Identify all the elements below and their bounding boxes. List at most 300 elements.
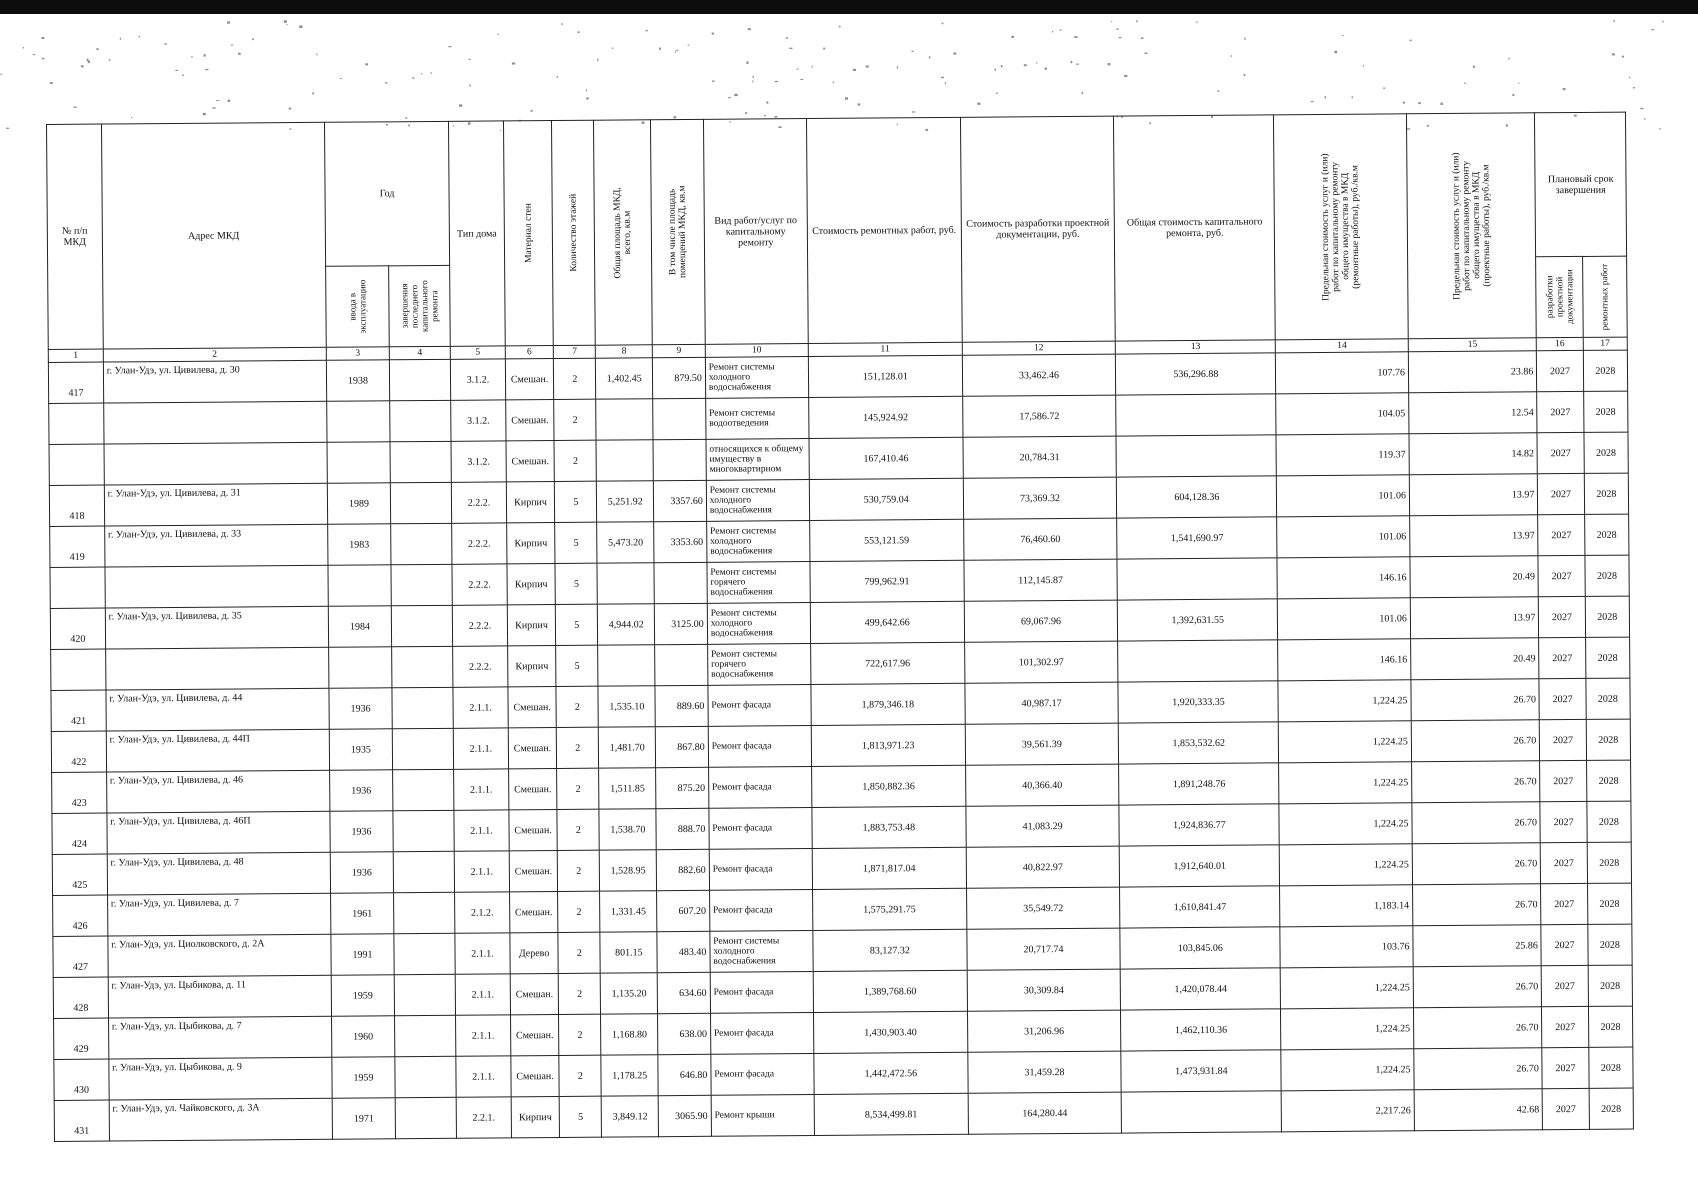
- address-cell: г. Улан-Удэ, ул. Цивилева, д. 31: [104, 483, 327, 526]
- total-area-cell: 801.15: [600, 932, 657, 973]
- house-type-cell: 2.1.1.: [454, 851, 509, 892]
- limit-design-cell: 25.86: [1413, 925, 1542, 967]
- repair-cost-cell: 83,127.32: [813, 929, 967, 971]
- address-cell: [105, 647, 328, 690]
- wall-material-cell: Смешан.: [509, 851, 558, 892]
- year-commission-cell: [327, 442, 390, 483]
- total-area-cell: 1,331.45: [600, 891, 657, 932]
- term-repair-cell: 2028: [1583, 350, 1628, 391]
- col-year-last-repair-header: завершения последнего капитального ремонта: [389, 265, 451, 346]
- floors-cell: 2: [554, 358, 596, 399]
- limit-repair-cell: 1,224.25: [1279, 803, 1412, 845]
- floors-cell: 5: [555, 563, 597, 604]
- term-repair-cell: 2028: [1588, 924, 1633, 965]
- repair-cost-cell: 8,534,499.81: [814, 1093, 968, 1135]
- wall-material-cell: Кирпич: [506, 482, 555, 523]
- floors-cell: 2: [558, 891, 600, 932]
- year-commission-cell: 1971: [332, 1098, 395, 1139]
- year-last-repair-cell: [394, 974, 455, 1015]
- floors-cell: 5: [555, 481, 597, 522]
- repair-cost-cell: 553,121.59: [810, 519, 964, 561]
- total-area-cell: 1,168.80: [601, 1014, 658, 1055]
- work-type-cell: Ремонт фасада: [710, 972, 813, 1014]
- repair-cost-cell: 799,962.91: [810, 560, 964, 602]
- wall-material-cell: Смешан.: [505, 359, 554, 400]
- row-number: [49, 403, 104, 444]
- column-number: 5: [450, 346, 505, 359]
- rooms-area-cell: 638.00: [658, 1013, 711, 1054]
- row-number: 427: [53, 936, 108, 977]
- row-number: 430: [54, 1059, 109, 1100]
- house-type-cell: 2.1.1.: [456, 1056, 511, 1097]
- term-design-cell: 2027: [1539, 678, 1586, 719]
- work-type-cell: Ремонт системы горячего водоснабжения: [707, 562, 810, 604]
- total-area-cell: 1,178.25: [601, 1055, 658, 1096]
- repair-cost-cell: 1,883,753.48: [812, 806, 966, 848]
- floors-cell: 2: [559, 1055, 601, 1096]
- term-design-cell: 2027: [1542, 1047, 1589, 1088]
- total-cost-cell: 1,473,931.84: [1121, 1050, 1281, 1092]
- rooms-area-cell: 607.20: [657, 890, 710, 931]
- limit-design-cell: 42.68: [1414, 1089, 1543, 1131]
- house-type-cell: 2.2.2.: [451, 482, 506, 523]
- limit-design-cell: 26.70: [1414, 1048, 1543, 1090]
- rooms-area-cell: [655, 644, 708, 685]
- design-cost-cell: 73,369.32: [963, 477, 1117, 519]
- work-type-cell: Ремонт системы горячего водоснабжения: [707, 644, 810, 686]
- limit-repair-cell: 101.06: [1277, 475, 1410, 517]
- house-type-cell: 3.1.2.: [451, 400, 506, 441]
- term-design-cell: 2027: [1541, 842, 1588, 883]
- limit-design-cell: 26.70: [1413, 966, 1542, 1008]
- year-last-repair-cell: [395, 1056, 456, 1097]
- design-cost-cell: 112,145.87: [964, 559, 1118, 601]
- row-number: 417: [48, 362, 103, 403]
- limit-repair-cell: 1,224.25: [1279, 762, 1412, 804]
- limit-design-cell: 26.70: [1411, 679, 1540, 721]
- rooms-area-cell: [653, 439, 706, 480]
- row-number: 421: [51, 690, 106, 731]
- row-number: 428: [53, 977, 108, 1018]
- floors-cell: 2: [557, 809, 599, 850]
- term-repair-cell: 2028: [1585, 555, 1630, 596]
- total-cost-cell: 1,924,836.77: [1119, 804, 1279, 846]
- term-repair-cell: 2028: [1588, 965, 1633, 1006]
- work-type-cell: Ремонт фасада: [710, 1012, 813, 1054]
- address-cell: г. Улан-Удэ, ул. Цивилева, д. 46: [106, 770, 329, 813]
- address-cell: г. Улан-Удэ, ул. Цивилева, д. 30: [103, 360, 326, 403]
- rooms-area-cell: 867.80: [655, 726, 708, 767]
- row-number: 431: [54, 1100, 109, 1141]
- address-cell: г. Улан-Удэ, ул. Цивилева, д. 33: [104, 524, 327, 567]
- limit-design-cell: 23.86: [1408, 351, 1537, 393]
- address-cell: г. Улан-Удэ, ул. Цивилева, д. 44: [106, 688, 329, 731]
- house-type-cell: 2.2.2.: [452, 564, 507, 605]
- row-number: 426: [53, 895, 108, 936]
- year-commission-cell: 1989: [327, 483, 390, 524]
- floors-cell: 2: [557, 850, 599, 891]
- term-design-cell: 2027: [1540, 760, 1587, 801]
- column-number: 3: [326, 347, 389, 360]
- wall-material-cell: Кирпич: [506, 523, 555, 564]
- wall-material-cell: Дерево: [510, 933, 559, 974]
- house-type-cell: 2.2.1.: [456, 1097, 511, 1138]
- repair-cost-cell: 1,575,291.75: [813, 888, 967, 930]
- repair-cost-cell: 1,871,817.04: [812, 847, 966, 889]
- rooms-area-cell: 3353.60: [654, 521, 707, 562]
- term-repair-cell: 2028: [1584, 432, 1629, 473]
- work-type-cell: Ремонт системы холодного водоснабжения: [705, 357, 808, 399]
- row-number: 425: [52, 854, 107, 895]
- limit-repair-cell: 101.06: [1277, 516, 1410, 558]
- address-cell: г. Улан-Удэ, ул. Цивилева, д. 44П: [106, 729, 329, 772]
- design-cost-cell: 76,460.60: [963, 518, 1117, 560]
- rooms-area-cell: 634.60: [657, 972, 710, 1013]
- year-commission-cell: 1959: [331, 975, 394, 1016]
- total-area-cell: 1,481.70: [599, 727, 656, 768]
- row-number: [50, 567, 105, 608]
- address-cell: г. Улан-Удэ, ул. Чайковского, д. 3А: [109, 1098, 332, 1141]
- col-limit-design-header: Предельная стоимость услуг и (или) работ по капитальному ремонту общего имущества в МКД (проектные работы), руб./кв.м: [1406, 113, 1536, 339]
- limit-design-cell: 26.70: [1412, 884, 1541, 926]
- wall-material-cell: Смешан.: [508, 769, 557, 810]
- row-number: [49, 444, 104, 485]
- year-last-repair-cell: [393, 851, 454, 892]
- address-cell: [105, 565, 328, 608]
- column-number: 12: [962, 341, 1116, 355]
- total-cost-cell: [1116, 435, 1276, 477]
- col-floors-header: Количество этажей: [552, 120, 596, 345]
- wall-material-cell: Кирпич: [511, 1096, 560, 1137]
- design-cost-cell: 39,561.39: [965, 723, 1119, 765]
- rooms-area-cell: 646.80: [658, 1054, 711, 1095]
- limit-repair-cell: 119.37: [1276, 434, 1409, 476]
- rooms-area-cell: 879.50: [653, 357, 706, 398]
- column-number: 13: [1116, 340, 1276, 354]
- total-cost-cell: [1118, 640, 1278, 682]
- total-area-cell: [598, 645, 655, 686]
- house-type-cell: 2.2.2.: [452, 605, 507, 646]
- term-design-cell: 2027: [1537, 391, 1584, 432]
- limit-repair-cell: 1,224.25: [1281, 1049, 1414, 1091]
- total-area-cell: 5,473.20: [597, 522, 654, 563]
- column-number: 9: [652, 344, 705, 357]
- address-cell: г. Улан-Удэ, ул. Циолковского, д. 2А: [108, 934, 331, 977]
- design-cost-cell: 69,067.96: [964, 600, 1118, 642]
- year-last-repair-cell: [392, 728, 453, 769]
- limit-repair-cell: 146.16: [1277, 557, 1410, 599]
- total-area-cell: 1,135.20: [601, 973, 658, 1014]
- address-cell: [104, 442, 327, 485]
- column-number: 16: [1537, 337, 1583, 350]
- repair-cost-cell: 145,924.92: [809, 396, 963, 438]
- total-cost-cell: 1,912,640.01: [1120, 845, 1280, 887]
- limit-design-cell: 14.82: [1409, 433, 1538, 475]
- design-cost-cell: 31,206.96: [967, 1010, 1121, 1052]
- capital-repair-table: [46, 112, 1634, 1142]
- address-cell: г. Улан-Удэ, ул. Цивилева, д. 48: [107, 852, 330, 895]
- floors-cell: 2: [559, 1014, 601, 1055]
- term-repair-cell: 2028: [1589, 1088, 1634, 1129]
- total-cost-cell: 1,462,110.36: [1121, 1009, 1281, 1051]
- rooms-area-cell: 888.70: [656, 808, 709, 849]
- house-type-cell: 2.1.1.: [455, 933, 510, 974]
- col-material-header: Материал стен: [503, 121, 553, 346]
- total-area-cell: 1,528.95: [600, 850, 657, 891]
- total-area-cell: 4,944.02: [598, 604, 655, 645]
- row-number: 424: [52, 813, 107, 854]
- term-design-cell: 2027: [1540, 719, 1587, 760]
- rooms-area-cell: 875.20: [656, 767, 709, 808]
- limit-repair-cell: 1,224.25: [1278, 680, 1411, 722]
- address-cell: г. Улан-Удэ, ул. Цивилева, д. 7: [107, 893, 330, 936]
- repair-cost-cell: 151,128.01: [808, 355, 962, 397]
- year-commission-cell: [329, 647, 392, 688]
- scan-top-edge: [0, 0, 1698, 14]
- repair-cost-cell: 1,850,882.36: [812, 765, 966, 807]
- year-commission-cell: 1936: [330, 811, 393, 852]
- limit-design-cell: 26.70: [1411, 720, 1540, 762]
- total-cost-cell: 1,610,841.47: [1120, 886, 1280, 928]
- design-cost-cell: 31,459.28: [967, 1051, 1121, 1093]
- row-number: 419: [50, 526, 105, 567]
- design-cost-cell: 17,586.72: [962, 395, 1116, 437]
- design-cost-cell: 41,083.29: [966, 805, 1120, 847]
- col-term-design-header: разработки проектной документации: [1536, 256, 1583, 337]
- year-last-repair-cell: [392, 687, 453, 728]
- column-number: 2: [103, 347, 326, 362]
- floors-cell: 5: [555, 522, 597, 563]
- total-cost-cell: [1117, 558, 1277, 600]
- row-number: 423: [52, 772, 107, 813]
- work-type-cell: Ремонт фасада: [708, 767, 811, 809]
- term-repair-cell: 2028: [1586, 678, 1631, 719]
- total-area-cell: 1,535.10: [598, 686, 655, 727]
- row-number: [51, 649, 106, 690]
- limit-repair-cell: 1,224.25: [1279, 721, 1412, 763]
- col-work-type-header: Вид работ/услуг по капитальному ремонту: [703, 119, 808, 345]
- year-last-repair-cell: [390, 482, 451, 523]
- rooms-area-cell: 3357.60: [654, 480, 707, 521]
- work-type-cell: относящихся к общему имуществу в многоквартирном: [706, 439, 809, 481]
- rooms-area-cell: 882.60: [656, 849, 709, 890]
- wall-material-cell: Смешан.: [510, 1015, 559, 1056]
- work-type-cell: Ремонт системы холодного водоснабжения: [706, 480, 809, 522]
- col-limit-repair-header: Предельная стоимость услуг и (или) работ по капитальному ремонту общего имущества в МКД (ремонтные работы), руб./кв.м: [1274, 114, 1408, 340]
- wall-material-cell: Кирпич: [507, 646, 556, 687]
- term-design-cell: 2027: [1543, 1088, 1590, 1129]
- column-number: 10: [705, 344, 808, 358]
- floors-cell: 2: [554, 440, 596, 481]
- address-cell: г. Улан-Удэ, ул. Цыбикова, д. 7: [108, 1016, 331, 1059]
- total-area-cell: 3,849.12: [602, 1096, 659, 1137]
- year-last-repair-cell: [395, 1015, 456, 1056]
- row-number: 418: [49, 485, 104, 526]
- wall-material-cell: Смешан.: [511, 1055, 560, 1096]
- design-cost-cell: 30,309.84: [967, 969, 1121, 1011]
- rooms-area-cell: 889.60: [655, 685, 708, 726]
- column-number: 15: [1408, 338, 1537, 352]
- repair-cost-cell: 1,430,903.40: [813, 1011, 967, 1053]
- limit-design-cell: 13.97: [1410, 515, 1539, 557]
- column-number: 11: [808, 342, 962, 356]
- address-cell: г. Улан-Удэ, ул. Цыбикова, д. 9: [109, 1057, 332, 1100]
- year-commission-cell: 1961: [330, 893, 393, 934]
- term-repair-cell: 2028: [1584, 473, 1629, 514]
- work-type-cell: Ремонт фасада: [711, 1053, 814, 1095]
- total-area-cell: 1,538.70: [599, 809, 656, 850]
- col-design-cost-header: Стоимость разработки проектной документации, руб.: [960, 116, 1115, 342]
- year-last-repair-cell: [393, 769, 454, 810]
- year-last-repair-cell: [395, 1097, 456, 1138]
- year-last-repair-cell: [391, 523, 452, 564]
- total-area-cell: 1,511.85: [599, 768, 656, 809]
- limit-repair-cell: 1,224.25: [1281, 1008, 1414, 1050]
- rooms-area-cell: [654, 562, 707, 603]
- col-area-header: Общая площадь МКД, всего, кв.м: [594, 120, 653, 345]
- design-cost-cell: 20,717.74: [967, 928, 1121, 970]
- term-repair-cell: 2028: [1585, 596, 1630, 637]
- term-repair-cell: 2028: [1588, 1006, 1633, 1047]
- house-type-cell: 2.1.1.: [455, 974, 510, 1015]
- design-cost-cell: 40,822.97: [966, 846, 1120, 888]
- total-cost-cell: 1,392,631.55: [1118, 599, 1278, 641]
- wall-material-cell: Кирпич: [507, 564, 556, 605]
- work-type-cell: Ремонт системы водоотведения: [705, 398, 808, 440]
- total-cost-cell: 604,128.36: [1117, 476, 1277, 518]
- rooms-area-cell: 3065.90: [658, 1095, 711, 1136]
- work-type-cell: Ремонт системы холодного водоснабжения: [710, 931, 813, 973]
- limit-design-cell: 26.70: [1412, 843, 1541, 885]
- column-number: 6: [505, 346, 554, 359]
- year-commission-cell: 1935: [329, 729, 392, 770]
- year-commission-cell: [327, 401, 390, 442]
- address-cell: г. Улан-Удэ, ул. Цивилева, д. 46П: [107, 811, 330, 854]
- term-repair-cell: 2028: [1587, 801, 1632, 842]
- repair-cost-cell: 722,617.96: [811, 642, 965, 684]
- limit-design-cell: 26.70: [1412, 802, 1541, 844]
- year-last-repair-cell: [394, 933, 455, 974]
- total-cost-cell: 1,420,078.44: [1121, 968, 1281, 1010]
- term-design-cell: 2027: [1541, 924, 1588, 965]
- term-repair-cell: 2028: [1583, 391, 1628, 432]
- wall-material-cell: Смешан.: [508, 728, 557, 769]
- repair-cost-cell: 1,442,472.56: [814, 1052, 968, 1094]
- limit-repair-cell: 1,183.14: [1280, 885, 1413, 927]
- term-repair-cell: 2028: [1589, 1047, 1634, 1088]
- address-cell: г. Улан-Удэ, ул. Цивилева, д. 35: [105, 606, 328, 649]
- year-last-repair-cell: [391, 564, 452, 605]
- floors-cell: 2: [556, 686, 598, 727]
- house-type-cell: 3.1.2.: [451, 441, 506, 482]
- total-cost-cell: 536,296.88: [1116, 353, 1276, 395]
- term-repair-cell: 2028: [1586, 760, 1631, 801]
- total-cost-cell: [1116, 394, 1276, 436]
- design-cost-cell: 40,366.40: [965, 764, 1119, 806]
- total-cost-cell: 1,853,532.62: [1119, 722, 1279, 764]
- term-design-cell: 2027: [1539, 637, 1586, 678]
- total-area-cell: [596, 440, 653, 481]
- year-commission-cell: 1936: [329, 688, 392, 729]
- floors-cell: 5: [559, 1096, 601, 1137]
- column-number: 8: [596, 345, 653, 358]
- address-cell: г. Улан-Удэ, ул. Цыбикова, д. 11: [108, 975, 331, 1018]
- wall-material-cell: Смешан.: [510, 974, 559, 1015]
- house-type-cell: 2.2.2.: [452, 523, 507, 564]
- document-sheet: [46, 112, 1634, 1164]
- year-commission-cell: [328, 565, 391, 606]
- limit-design-cell: 20.49: [1411, 638, 1540, 680]
- limit-repair-cell: 1,224.25: [1281, 967, 1414, 1009]
- wall-material-cell: Смешан.: [508, 687, 557, 728]
- repair-cost-cell: 1,879,346.18: [811, 683, 965, 725]
- work-type-cell: Ремонт фасада: [709, 890, 812, 932]
- work-type-cell: Ремонт фасада: [708, 726, 811, 768]
- term-design-cell: 2027: [1542, 965, 1589, 1006]
- column-number: 17: [1583, 337, 1627, 350]
- total-cost-cell: 1,541,690.97: [1117, 517, 1277, 559]
- house-type-cell: 2.1.2.: [455, 892, 510, 933]
- row-number: 429: [54, 1018, 109, 1059]
- limit-repair-cell: 1,224.25: [1280, 844, 1413, 886]
- year-last-repair-cell: [391, 605, 452, 646]
- col-number-header: № п/п МКД: [47, 124, 103, 349]
- design-cost-cell: 164,280.44: [968, 1092, 1122, 1134]
- year-last-repair-cell: [390, 400, 451, 441]
- address-cell: [103, 401, 326, 444]
- col-rooms-area-header: В том числе площадь помещений МКД, кв.м: [651, 119, 705, 344]
- design-cost-cell: 35,549.72: [966, 887, 1120, 929]
- year-last-repair-cell: [393, 810, 454, 851]
- total-area-cell: 1,402.45: [596, 358, 653, 399]
- term-design-cell: 2027: [1539, 596, 1586, 637]
- col-repair-cost-header: Стоимость ремонтных работ, руб.: [806, 117, 961, 343]
- floors-cell: 2: [557, 727, 599, 768]
- col-year-header: Год: [324, 121, 449, 266]
- repair-cost-cell: 1,389,768.60: [813, 970, 967, 1012]
- year-commission-cell: 1936: [329, 770, 392, 811]
- year-commission-cell: 1983: [328, 524, 391, 565]
- wall-material-cell: Смешан.: [509, 892, 558, 933]
- repair-cost-cell: 1,813,971.23: [811, 724, 965, 766]
- work-type-cell: Ремонт крыши: [711, 1094, 814, 1136]
- floors-cell: 2: [558, 932, 600, 973]
- term-design-cell: 2027: [1542, 1006, 1589, 1047]
- house-type-cell: 2.1.1.: [454, 810, 509, 851]
- work-type-cell: Ремонт фасада: [709, 808, 812, 850]
- term-design-cell: 2027: [1537, 432, 1584, 473]
- year-last-repair-cell: [392, 646, 453, 687]
- wall-material-cell: Смешан.: [506, 400, 555, 441]
- total-cost-cell: 103,845.06: [1120, 927, 1280, 969]
- floors-cell: 2: [554, 399, 596, 440]
- row-number: 422: [51, 731, 106, 772]
- limit-repair-cell: 107.76: [1276, 352, 1409, 394]
- wall-material-cell: Смешан.: [509, 810, 558, 851]
- limit-design-cell: 20.49: [1410, 556, 1539, 598]
- repair-cost-cell: 530,759.04: [809, 478, 963, 520]
- year-last-repair-cell: [394, 892, 455, 933]
- house-type-cell: 2.1.1.: [454, 769, 509, 810]
- col-term-repair-header: ремонтных работ: [1582, 256, 1627, 337]
- house-type-cell: 3.1.2.: [450, 359, 505, 400]
- term-design-cell: 2027: [1537, 350, 1584, 391]
- column-number: 1: [48, 349, 103, 362]
- work-type-cell: Ремонт системы холодного водоснабжения: [707, 603, 810, 645]
- term-design-cell: 2027: [1540, 801, 1587, 842]
- total-area-cell: 5,251.92: [597, 481, 654, 522]
- design-cost-cell: 40,987.17: [965, 682, 1119, 724]
